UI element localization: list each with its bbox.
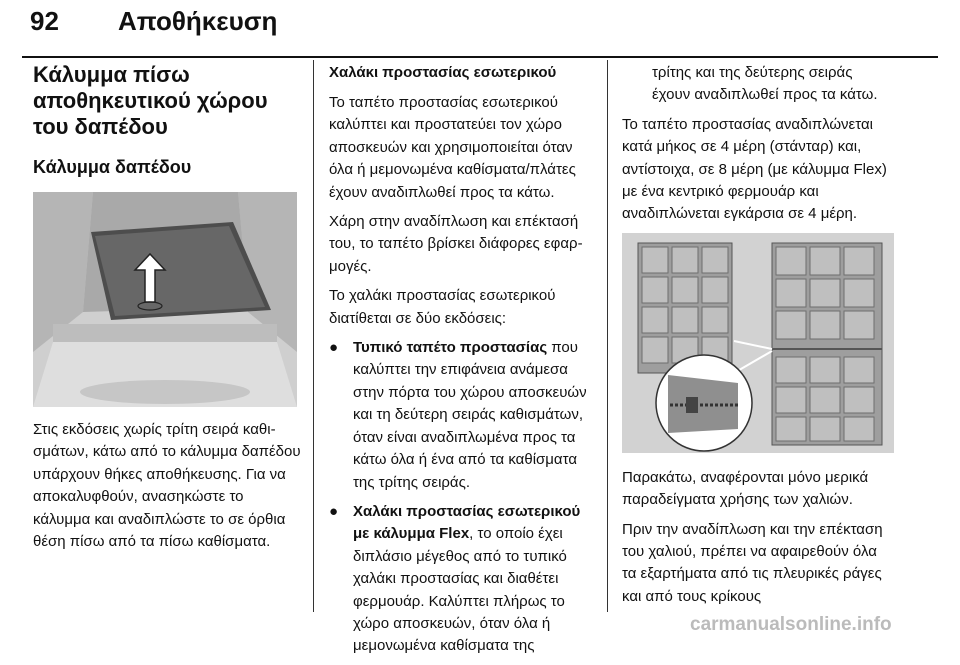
list-item: [329, 501, 599, 658]
column-divider-1: [313, 60, 314, 612]
list-item-text: , το οποίο έχει διπλάσιο μέγεθος από το τυπικό χαλάκι προστασίας και διαθέτει φερμουάρ. Καλύπτει πλήρως το χώρο αποσκευών, όταν όλα ή μεμονωμένα καθίσματα της: [353, 525, 567, 655]
header-rule: [22, 56, 938, 58]
list-continuation: τρίτης και της δεύτερης σειράς έχουν αναδιπλωθεί προς τα κάτω.: [652, 64, 878, 104]
section-heading: Κάλυμμα πίσω αποθηκευτικού χώρου του δαπέδου: [33, 62, 268, 139]
body-paragraph-3: Το χαλάκι προστασίας εσωτερικού διατίθεται σε δύο εκδόσεις:: [329, 287, 556, 327]
bullet-icon: ●: [329, 502, 339, 520]
section-heading-protection-mat: Χαλάκι προστασίας εσωτερικού: [329, 64, 557, 81]
bullet-icon: ●: [329, 339, 339, 357]
list-item-term: Τυπικό ταπέτο προστασίας: [353, 339, 548, 357]
body-paragraph-2: Παρακάτω, αναφέρονται μόνο μερικά παραδείγματα χρήσης των χαλιών.: [622, 468, 869, 509]
column-divider-2: [607, 60, 608, 612]
list-item-text: που καλύπτει την επιφάνεια ανάμεσα στην πόρτα του χώρου αποσκευών και τη δεύτερη σειράς καθισμάτων, όταν είναι αναδιπλωμένα προς τα κάτω όλα ή ένα από τα καθίσματα της τρίτης σειράς.: [353, 339, 587, 491]
body-paragraph: Στις εκδόσεις χωρίς τρίτη σειρά καθισμάτων, κάτω από το κάλυμμα δαπέδου υπάρχουν θήκες αποθήκευσης. Για να αποκαλυφθούν, ανασηκώστε το κάλυμμα και αναδιπλώστε το σε όρθια θέση πίσω από τα πίσω καθίσματα.: [33, 421, 301, 551]
zipper-icon: [656, 355, 752, 451]
list-item: [329, 337, 599, 494]
mat-zipper-illustration: [622, 233, 894, 453]
body-paragraph-1: Το ταπέτο προστασίας αναδιπλώνεται κατά μήκος σε 4 μέρη (στάνταρ) και, αντίστοιχα, σε 8 μέρη (με κάλυμμα Flex) με ένα κεντρικό φερμουάρ και αναδιπλώνεται εγκάρσια σε 4 μέρη.: [622, 115, 887, 223]
subsection-heading: Κάλυμμα δαπέδου: [33, 157, 192, 177]
watermark: carmanualsonline.info: [690, 614, 892, 635]
page-title: Αποθήκευση: [118, 6, 278, 36]
column-2: [329, 62, 599, 665]
mat-versions-list: [329, 337, 599, 658]
body-paragraph-1: Το ταπέτο προστασίας εσωτερικού καλύπτει και προστατεύει τον χώρο αποσκευών και χρησιμοποιείται όταν όλα ή μεμονωμένα καθίσματα/πλάτες έχουν αναδιπλωθεί προς τα κάτω.: [329, 94, 576, 201]
page-header: [0, 0, 960, 58]
column-1: [33, 62, 303, 560]
list-item-term: Χαλάκι προστασίας εσωτερικού με κάλυμμα Flex: [353, 502, 581, 543]
mat-unfolded-right: [772, 243, 882, 445]
mat-folded-left: [638, 243, 732, 373]
body-paragraph-3: Πριν την αναδίπλωση και την επέκταση του χαλιού, πρέπει να αφαιρεθούν όλα τα εξαρτήματα από τις πλευρικές ράγες και από τους κρίκους: [622, 520, 883, 605]
trunk-floor-cover-illustration: [33, 192, 297, 407]
page-number: 92: [30, 6, 59, 36]
body-paragraph-2: Χάρη στην αναδίπλωση και επέκτασή του, το ταπέτο βρίσκει διάφορες εφαρμογές.: [329, 213, 583, 275]
column-3: [622, 62, 894, 615]
